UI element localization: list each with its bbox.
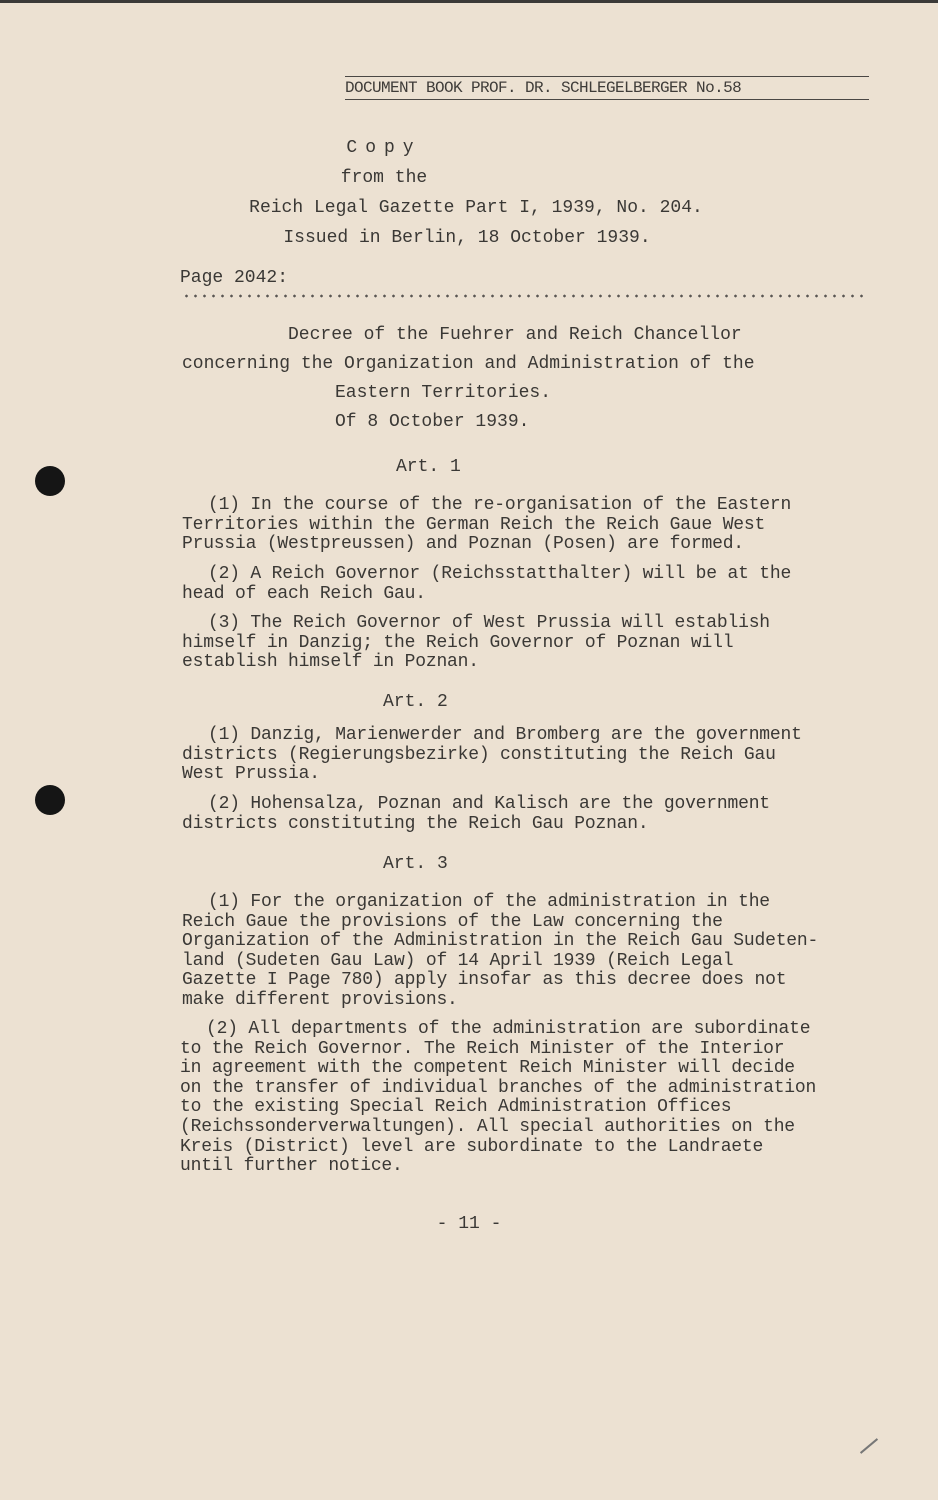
article-heading: Art. 2: [383, 692, 448, 712]
issued-line: Issued in Berlin, 18 October 1939.: [283, 228, 651, 248]
article-paragraph: (2) Hohensalza, Poznan and Kalisch are the government districts constituting the Reich Gau Poznan.: [182, 794, 770, 834]
from-line: from the: [340, 168, 428, 188]
page-number: - 11 -: [436, 1214, 502, 1234]
document-reference: DOCUMENT BOOK PROF. DR. SCHLEGELBERGER No.58: [345, 76, 869, 100]
pencil-mark: [860, 1438, 878, 1454]
article-paragraph: (1) In the course of the re-organisation of the Eastern Territories within the German Reich the Reich Gaue West Prussia (Westpreussen) and Poznan (Posen) are formed.: [182, 495, 792, 555]
punch-hole: [35, 466, 65, 496]
page-reference: Page 2042:: [180, 268, 289, 288]
decree-title-line1: Decree of the Fuehrer and Reich Chancellor: [288, 325, 742, 345]
article-heading: Art. 3: [383, 854, 448, 874]
article-paragraph: (2) All departments of the administration are subordinate to the Reich Governor. The Reich Minister of the Interior in agreement with the competent Reich Minister will decide on the transfer of individual branches of the administration to the existing Special Reich Administration Offices (Reichssonderverwaltungen). All special authorities on the Kreis (District) level are subordinate to the Landraete until further notice.: [180, 1019, 817, 1177]
decree-title-line2: concerning the Organization and Administration of the: [182, 354, 755, 374]
decree-title-line3: Eastern Territories.: [335, 383, 552, 403]
article-paragraph: (1) Danzig, Marienwerder and Bromberg are the government districts (Regierungsbezirke) constituting the Reich Gau West Prussia.: [182, 725, 802, 785]
scan-border: [0, 0, 938, 3]
article-heading: Art. 1: [396, 457, 461, 477]
article-paragraph: (1) For the organization of the administration in the Reich Gaue the provisions of the Law concerning the Organization of the Administration in the Reich Gau Sudeten- land (Sudeten Gau Law) of 14 April 1939 (Reich Legal Gazette I Page 780) apply insofar as this decree does not make different provisions.: [182, 892, 819, 1010]
punch-hole: [35, 785, 65, 815]
article-paragraph: (3) The Reich Governor of West Prussia will establish himself in Danzig; the Reich Governor of Poznan will establish himself in Poznan.: [182, 613, 770, 673]
gazette-line: Reich Legal Gazette Part I, 1939, No. 204.: [249, 198, 703, 218]
copy-label: Copy: [346, 138, 422, 158]
decree-date: Of 8 October 1939.: [335, 412, 530, 432]
dotted-separator: [182, 293, 868, 299]
article-paragraph: (2) A Reich Governor (Reichsstatthalter) will be at the head of each Reich Gau.: [182, 564, 792, 604]
